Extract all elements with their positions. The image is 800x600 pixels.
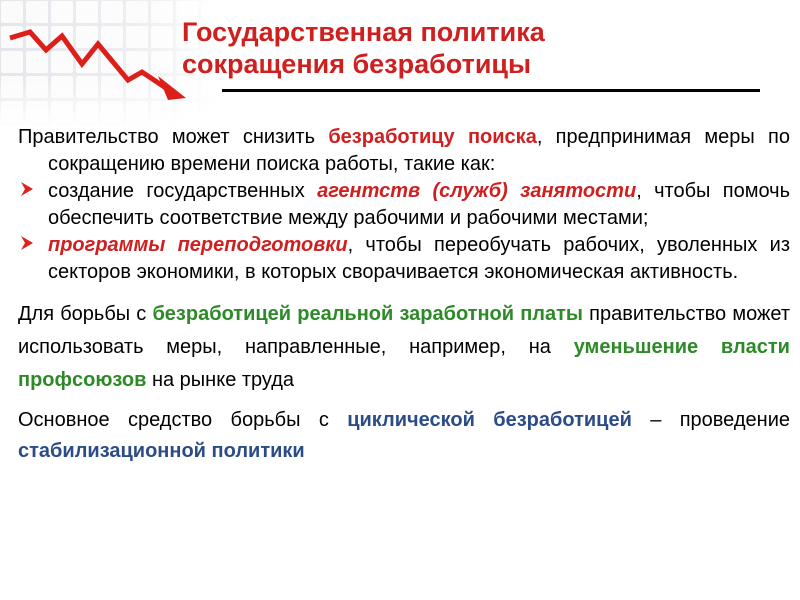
para2-text-1: Для борьбы с: [18, 303, 153, 325]
retraining-programs-highlight: программы переподготовки: [48, 234, 348, 256]
cyclical-paragraph: [18, 405, 790, 467]
intro-text-1: Правительство может снизить: [18, 126, 329, 148]
search-unemployment-highlight: безработицу поиска: [328, 126, 537, 148]
list-item: [18, 232, 790, 296]
cyclical-unemployment-highlight: циклической безработицей: [347, 409, 632, 431]
slide-content: [18, 124, 790, 467]
employment-agencies-highlight: агентств (служб) занятости: [317, 180, 637, 202]
para3-text-2: – проведение: [631, 409, 791, 431]
arrow-bullet-icon: [20, 233, 34, 253]
para3-text-1: Основное средство борьбы с: [18, 409, 348, 431]
bullet-1-text-2: , чтобы помочь обеспечить соответствие между рабочими и рабочими местами;: [48, 180, 790, 229]
real-wage-paragraph: [18, 298, 790, 397]
stabilization-policy-highlight: стабилизационной политики: [18, 440, 305, 462]
measures-list: [18, 178, 790, 296]
title-underline: [222, 89, 760, 92]
list-item: [18, 178, 790, 232]
bullet-2-text-2: , чтобы переобучать рабочих, уволенных из секторов экономики, в которых сворачивается экономическая активность.: [48, 234, 790, 283]
real-wage-unemployment-highlight: безработицей реальной заработной платы: [152, 303, 583, 325]
para2-text-3: на рынке труда: [146, 369, 295, 391]
bullet-1-text-1: создание государственных: [48, 180, 318, 202]
arrow-bullet-icon: [20, 179, 34, 199]
union-power-highlight: уменьшение власти профсоюзов: [18, 336, 790, 391]
para2-text-2: правительство может использовать меры, направленные, например, на: [18, 303, 790, 358]
intro-text-2: , предпринимая меры по сокращению времени поиска работы, такие как:: [48, 126, 790, 175]
intro-paragraph: [18, 124, 790, 178]
page-title: Государственная политика сокращения безработицы: [182, 17, 545, 79]
